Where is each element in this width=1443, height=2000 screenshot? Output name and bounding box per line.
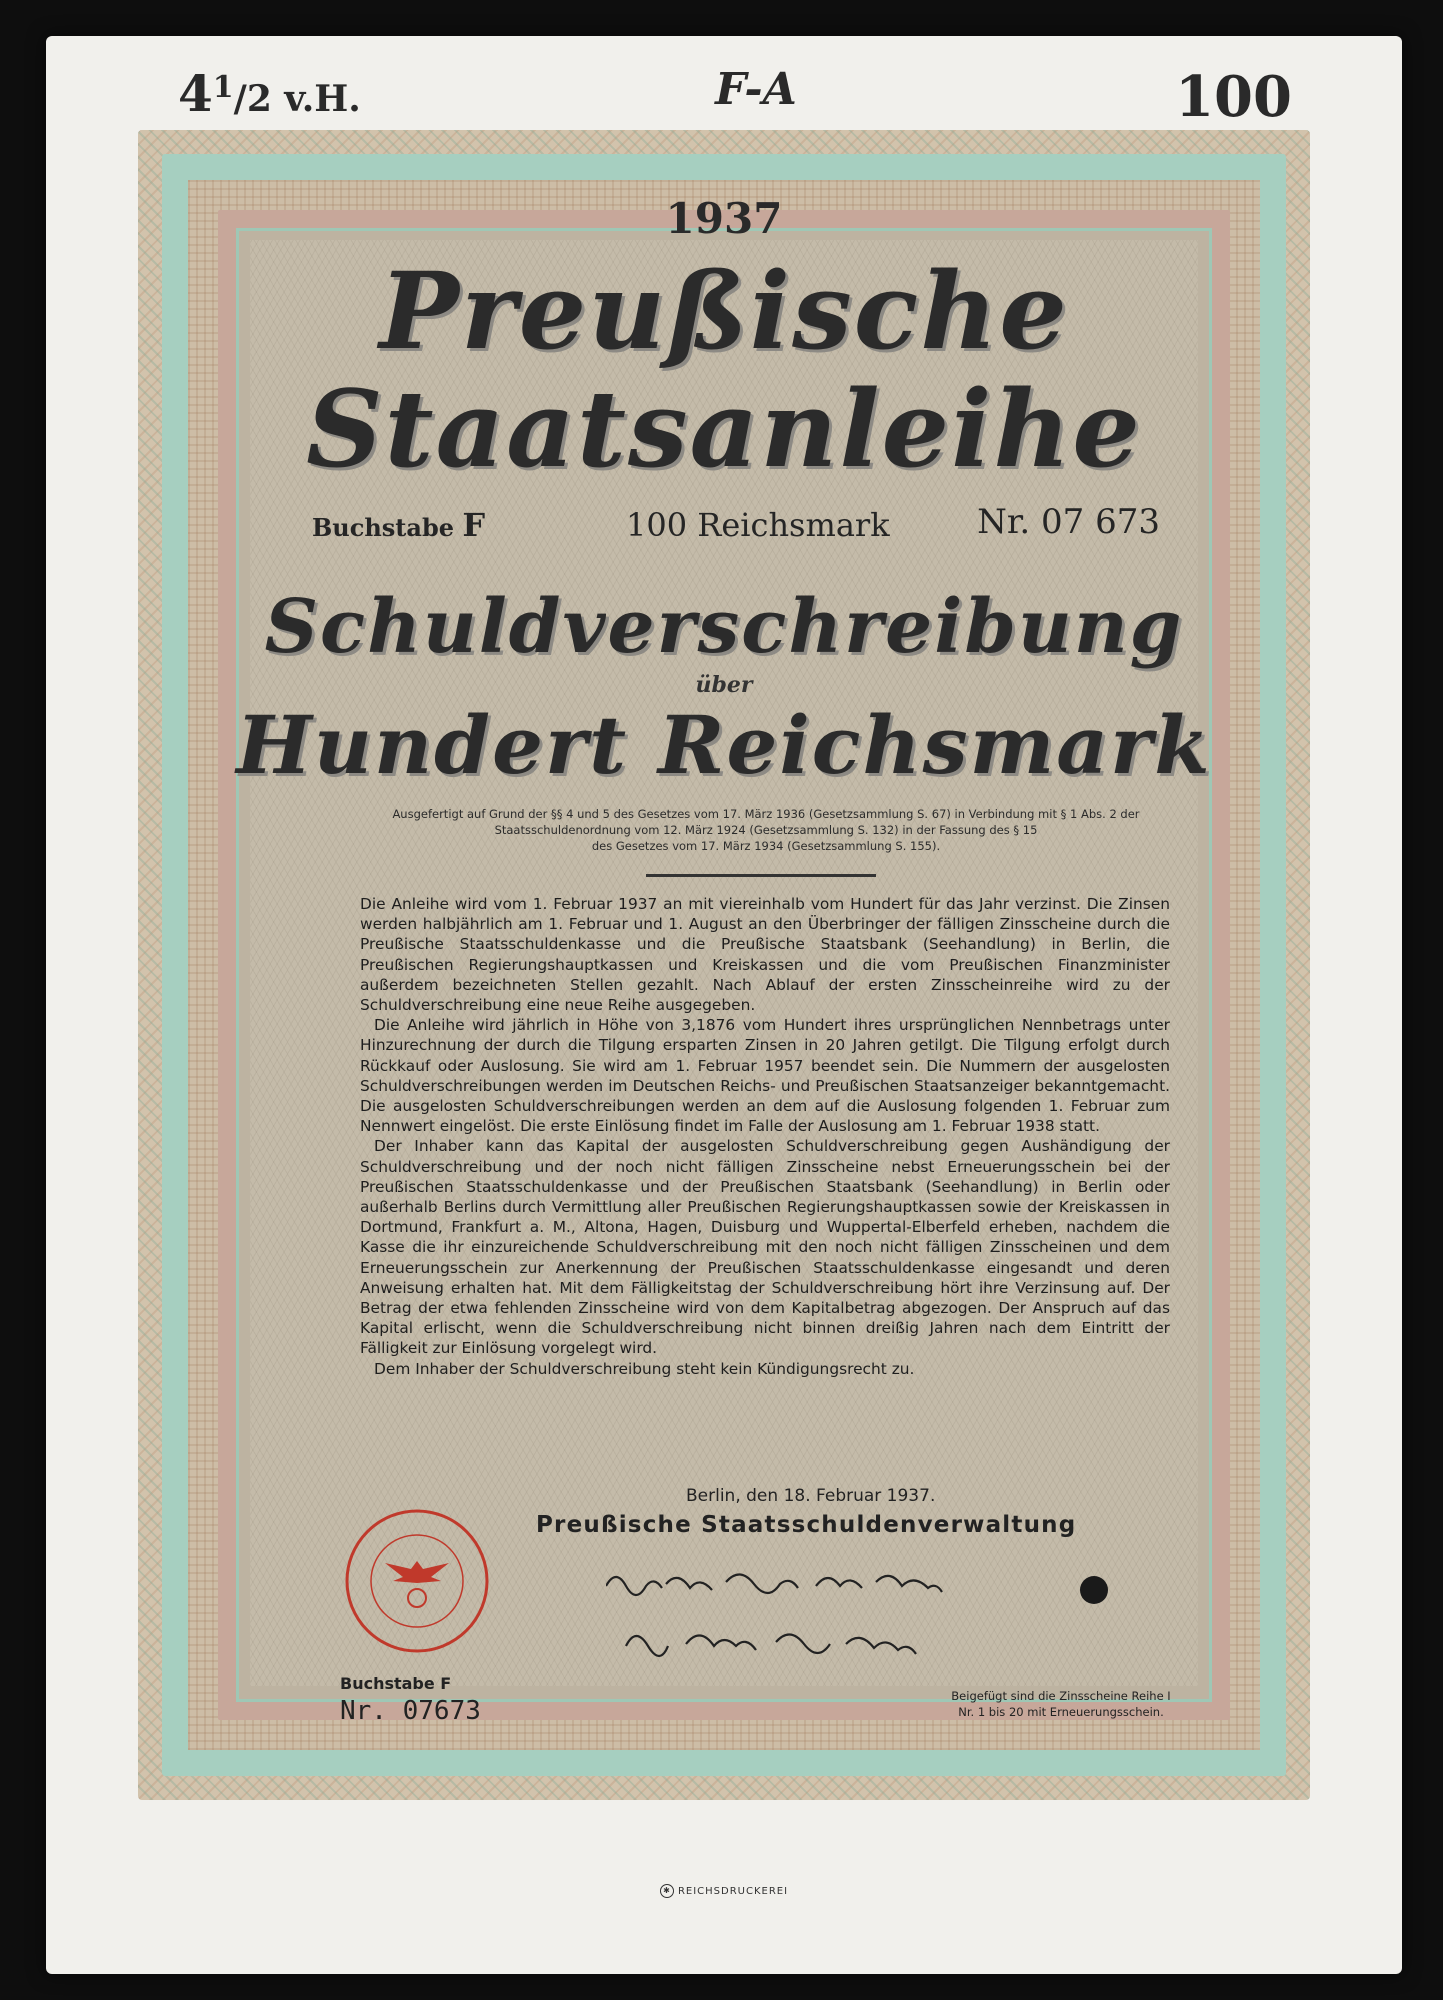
issuer-name: Preußische Staatsschuldenverwaltung: [536, 1512, 1077, 1538]
signatures: [606, 1564, 1046, 1674]
title-line-1: Preußische: [379, 248, 1069, 373]
bottom-number: Nr. 07673: [340, 1696, 481, 1726]
place-date: Berlin, den 18. Februar 1937.: [686, 1486, 936, 1506]
ueber-text: über: [695, 672, 753, 698]
legal-basis: Ausgefertigt auf Grund der §§ 4 und 5 des Gesetzes vom 17. März 1936 (Gesetzsammlung S. 67) in Verbindung mit § 1 Abs. 2 der Staatsschuldenordnung vom 12. März 1924 (Gesetzsammlung S. 132) in der Fassung des § 15 des Gesetzes vom 17. März 1934 (Gesetzsammlung S. 155).: [392, 807, 1140, 853]
bond-certificate: [46, 36, 1402, 1974]
printer-logo-icon: ✱: [660, 1884, 674, 1898]
printer-mark: ✱ REICHSDRUCKEREI: [46, 1884, 1402, 1898]
issue-year: 1937: [665, 194, 783, 243]
denomination: 100: [1175, 64, 1292, 130]
eagle-seal-icon: [342, 1506, 492, 1656]
coupon-note: Beigefügt sind die Zinsscheine Reihe I Nr. 1 bis 20 mit Erneuerungsschein.: [951, 1689, 1171, 1719]
interest-rate: $4^1/2$ v.H.: [178, 64, 361, 123]
document-type: Schuldverschreibung: [264, 584, 1184, 670]
title-line-2: Staatsanleihe: [306, 366, 1142, 491]
paragraph: Die Anleihe wird vom 1. Februar 1937 an mit viereinhalb vom Hundert für das Jahr verzinst. Die Zinsen werden halbjährlich am 1. Februar und 1. August an den Überbringer der fälligen Zinsscheine durch die Preußische Staatsschuldenkasse und die Preußische Staatsbank (Seehandlung) in Berlin, die Preußischen Regierungshauptkassen und Kreiskassen und die vom Preußischen Finanzminister außerdem bezeichneten Stellen gezahlt. Nach Ablauf der ersten Zinsscheinreihe wird zu der Schuldverschreibung eine neue Reihe ausgegeben.: [360, 895, 1170, 1015]
letter-label: Buchstabe F: [312, 506, 486, 544]
paragraph: Dem Inhaber der Schuldverschreibung steht kein Kündigungsrecht zu.: [374, 1359, 915, 1378]
amount-in-words: Hundert Reichsmark: [236, 698, 1212, 792]
divider: [646, 874, 876, 877]
amount-label: 100 Reichsmark: [626, 506, 890, 544]
terms-text: [360, 894, 1170, 1379]
paragraph: Der Inhaber kann das Kapital der ausgelosten Schuldverschreibung gegen Aushändigung der Schuldverschreibung und der noch nicht fälligen Zinsscheine nebst Erneuerungsschein bei der Preußischen Staatsschuldenkasse und der Preußischen Staatsbank (Seehandlung) in Berlin oder außerhalb Berlins durch Vermittlung aller Preußischen Regierungshauptkassen sowie der Kreiskassen in Dortmund, Frankfurt a. M., Altona, Hagen, Duisburg und Wuppertal-Elberfeld erheben, nachdem die Kasse die ihr einzureichende Schuldverschreibung mit den noch nicht fälligen Zinsscheinen und dem Erneuerungsschein zur Anerkennung der Preußischen Staatsschuldenkasse eingesandt und deren Anweisung erhalten hat. Mit dem Fälligkeitstag der Schuldverschreibung hört ihre Verzinsung auf. Der Betrag der etwa fehlenden Zinsscheine wird von dem Kapitalbetrag abgezogen. Der Anspruch auf das Kapital erlischt, wenn die Schuldverschreibung nicht binnen dreißig Jahren nach dem Eintritt der Fälligkeit zur Einlösung vorgelegt wird.: [360, 1137, 1170, 1358]
cancellation-hole: [1080, 1576, 1108, 1604]
series-code: F-A: [715, 64, 797, 115]
paragraph: Die Anleihe wird jährlich in Höhe von 3,1876 vom Hundert ihres ursprünglichen Nennbetrags unter Hinzurechnung der durch die Tilgung ersparten Zinsen in 20 Jahren getilgt. Die Tilgung erfolgt durch Rückkauf oder Auslosung. Sie wird am 1. Februar 1957 beendet sein. Die Nummern der ausgelosten Schuldverschreibungen werden im Deutschen Reichs- und Preußischen Staatsanzeiger bekanntgemacht. Die ausgelosten Schuldverschreibungen werden an dem auf die Auslosung folgenden 1. Februar zum Nennwert eingelöst. Die erste Einlösung findet im Falle der Auslosung am 1. Februar 1938 statt.: [360, 1016, 1170, 1136]
bottom-letter: Buchstabe F: [340, 1674, 452, 1693]
serial-number: Nr. 07 673: [977, 502, 1160, 542]
